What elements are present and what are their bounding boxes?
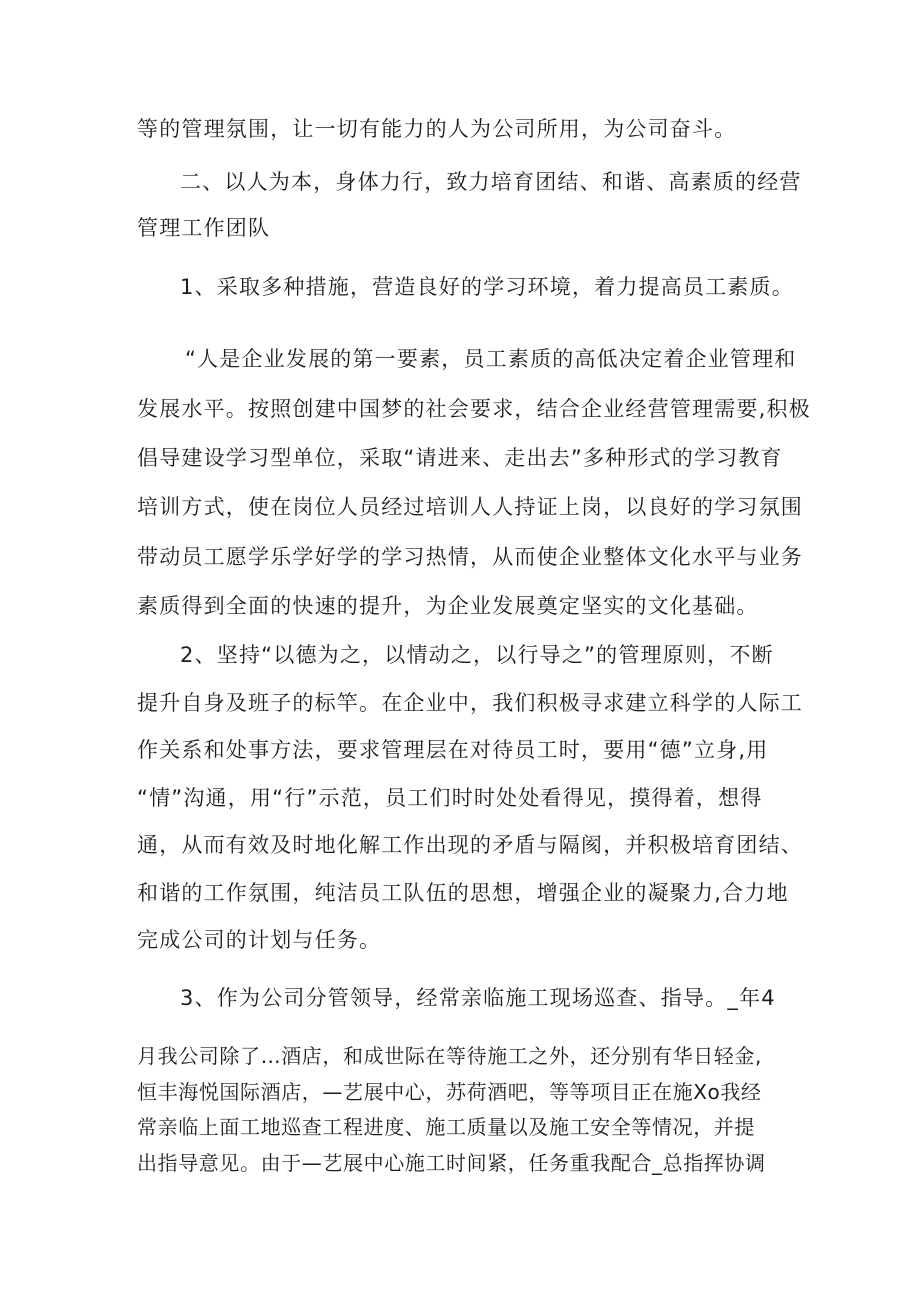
paragraph-line: 发展水平。按照创建中国梦的社会要求，结合企业经营管理需要,积极 <box>137 397 811 421</box>
paragraph-line: 通，从而有效及时地化解工作出现的矛盾与隔阂，并积极培育团结、 <box>137 833 803 857</box>
subheading-line: 1、采取多种措施，营造良好的学习环境，着力提高员工素质。 <box>180 275 794 299</box>
paragraph-line: “人是企业发展的第一要素，员工素质的高低决定着企业管理和 <box>185 347 797 371</box>
section-heading-line: 二、以人为本，身体力行，致力培育团结、和谐、高素质的经营 <box>180 170 802 194</box>
paragraph-line: “情”沟通，用“行”示范，员工们时时处处看得见，摸得着，想得 <box>137 786 763 810</box>
section-heading-line: 管理工作团队 <box>137 216 271 240</box>
paragraph-line: 素质得到全面的快速的提升，为企业发展奠定坚实的文化基础。 <box>137 594 759 618</box>
paragraph-line: 月我公司除了…酒店，和成世际在等待施工之外，还分别有华日轻金, <box>137 1044 762 1068</box>
paragraph-line: 带动员工愿学乐学好学的学习热情，从而使企业整体文化水平与业务 <box>137 545 803 569</box>
paragraph-line: 培训方式，使在岗位人员经过培训人人持证上岗，以良好的学习氛围 <box>137 495 803 519</box>
paragraph-line: 作关系和处事方法，要求管理层在对待员工时，要用“德”立身,用 <box>137 738 769 762</box>
paragraph-line: 倡导建设学习型单位，采取“请进来、走出去”多种形式的学习教育 <box>137 446 783 470</box>
paragraph-line: 和谐的工作氛围，纯洁员工队伍的思想，增强企业的凝聚力,合力地 <box>137 881 789 905</box>
paragraph-line: 恒丰海悦国际酒店，—艺展中心，苏荷酒吧，等等项目正在施Xo我经 <box>137 1080 762 1104</box>
paragraph-line: 完成公司的计划与任务。 <box>137 928 382 952</box>
paragraph-line: 常亲临上面工地巡查工程进度、施工质量以及施工安全等情况，并提 <box>137 1115 755 1139</box>
paragraph-line: 2、坚持“以德为之，以情动之，以行导之”的管理原则，不断 <box>180 643 774 667</box>
paragraph-line: 出指导意见。由于—艺展中心施工时间紧，任务重我配合_总指挥协调 <box>137 1151 766 1175</box>
paragraph-line: 提升自身及班子的标竿。在企业中，我们积极寻求建立科学的人际工 <box>137 691 803 715</box>
paragraph-line: 等的管理氛围，让一切有能力的人为公司所用，为公司奋斗。 <box>137 117 737 141</box>
paragraph-line: 3、作为公司分管领导，经常亲临施工现场巡查、指导。_年4 <box>180 986 776 1010</box>
